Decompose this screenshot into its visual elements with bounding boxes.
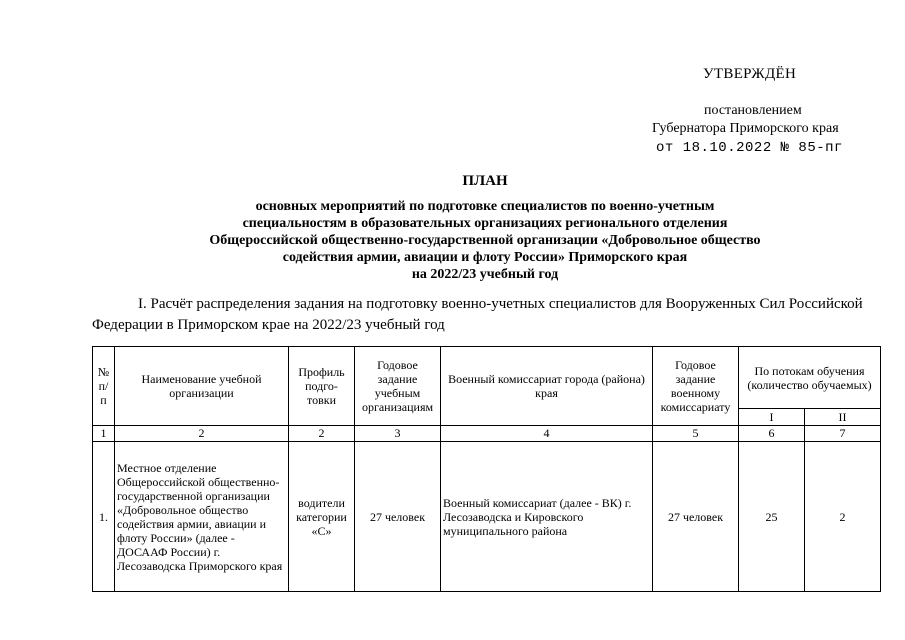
approval-line-2: Губернатора Приморского края bbox=[652, 121, 839, 136]
document-title bbox=[0, 173, 905, 283]
header-annual-task: Годовое задание учебным организациям bbox=[355, 347, 441, 426]
table-row bbox=[93, 442, 881, 592]
row-commissariat-task: 27 человек bbox=[653, 442, 739, 592]
column-number: 3 bbox=[355, 426, 441, 442]
row-org: Местное отделение Общероссийской общественно-государственной организации «Добровольное общество содействия армии, авиации и флоту России» (далее - ДОСААФ России) г. Лесозаводска Приморского края bbox=[115, 442, 289, 592]
header-num: № п/ п bbox=[93, 347, 115, 426]
header-commissariat: Военный комиссариат города (района) края bbox=[441, 347, 653, 426]
title-line: Общероссийской общественно-государственной организации «Добровольное общество bbox=[209, 233, 761, 248]
title-line: содействия армии, авиации и флоту России» Приморского края bbox=[282, 250, 688, 265]
header-profile: Профиль подго- товки bbox=[289, 347, 355, 426]
approval-line-1: постановлением bbox=[704, 103, 802, 118]
column-number: 1 bbox=[93, 426, 115, 442]
column-number-row bbox=[93, 426, 881, 442]
header-streams: По потокам обучения (количество обучаемых) bbox=[739, 347, 881, 409]
title-line: на 2022/23 учебный год bbox=[411, 267, 559, 282]
column-number: 2 bbox=[289, 426, 355, 442]
plan-table bbox=[92, 346, 881, 592]
column-number: 6 bbox=[739, 426, 805, 442]
approval-stamp-title: УТВЕРЖДЁН bbox=[703, 66, 797, 82]
row-stream-1: 25 bbox=[739, 442, 805, 592]
column-number: 2 bbox=[115, 426, 289, 442]
header-commissariat-task: Годовое задание военному комиссариату bbox=[653, 347, 739, 426]
header-stream-1: I bbox=[739, 409, 805, 426]
row-profile: водители категории «С» bbox=[289, 442, 355, 592]
row-commissariat: Военный комиссариат (далее - ВК) г. Лесозаводска и Кировского муниципального района bbox=[441, 442, 653, 592]
row-stream-2: 2 bbox=[805, 442, 881, 592]
column-number: 7 bbox=[805, 426, 881, 442]
header-org: Наименование учебной организации bbox=[115, 347, 289, 426]
column-number: 4 bbox=[441, 426, 653, 442]
plan-heading: ПЛАН bbox=[462, 173, 508, 189]
title-line: специальностям в образовательных организациях регионального отделения bbox=[242, 216, 728, 231]
header-stream-2: II bbox=[805, 409, 881, 426]
column-number: 5 bbox=[653, 426, 739, 442]
title-line: основных мероприятий по подготовке специалистов по военно-учетным bbox=[255, 199, 715, 214]
table-header-row bbox=[93, 347, 881, 409]
section-heading: I. Расчёт распределения задания на подготовку военно-учетных специалистов для Вооруженных Сил Российской Федерации в Приморском крае на 2022/23 учебный год bbox=[92, 296, 863, 333]
approval-date-number: от 18.10.2022 № 85-пг bbox=[656, 140, 843, 156]
row-num: 1. bbox=[93, 442, 115, 592]
row-annual-task: 27 человек bbox=[355, 442, 441, 592]
